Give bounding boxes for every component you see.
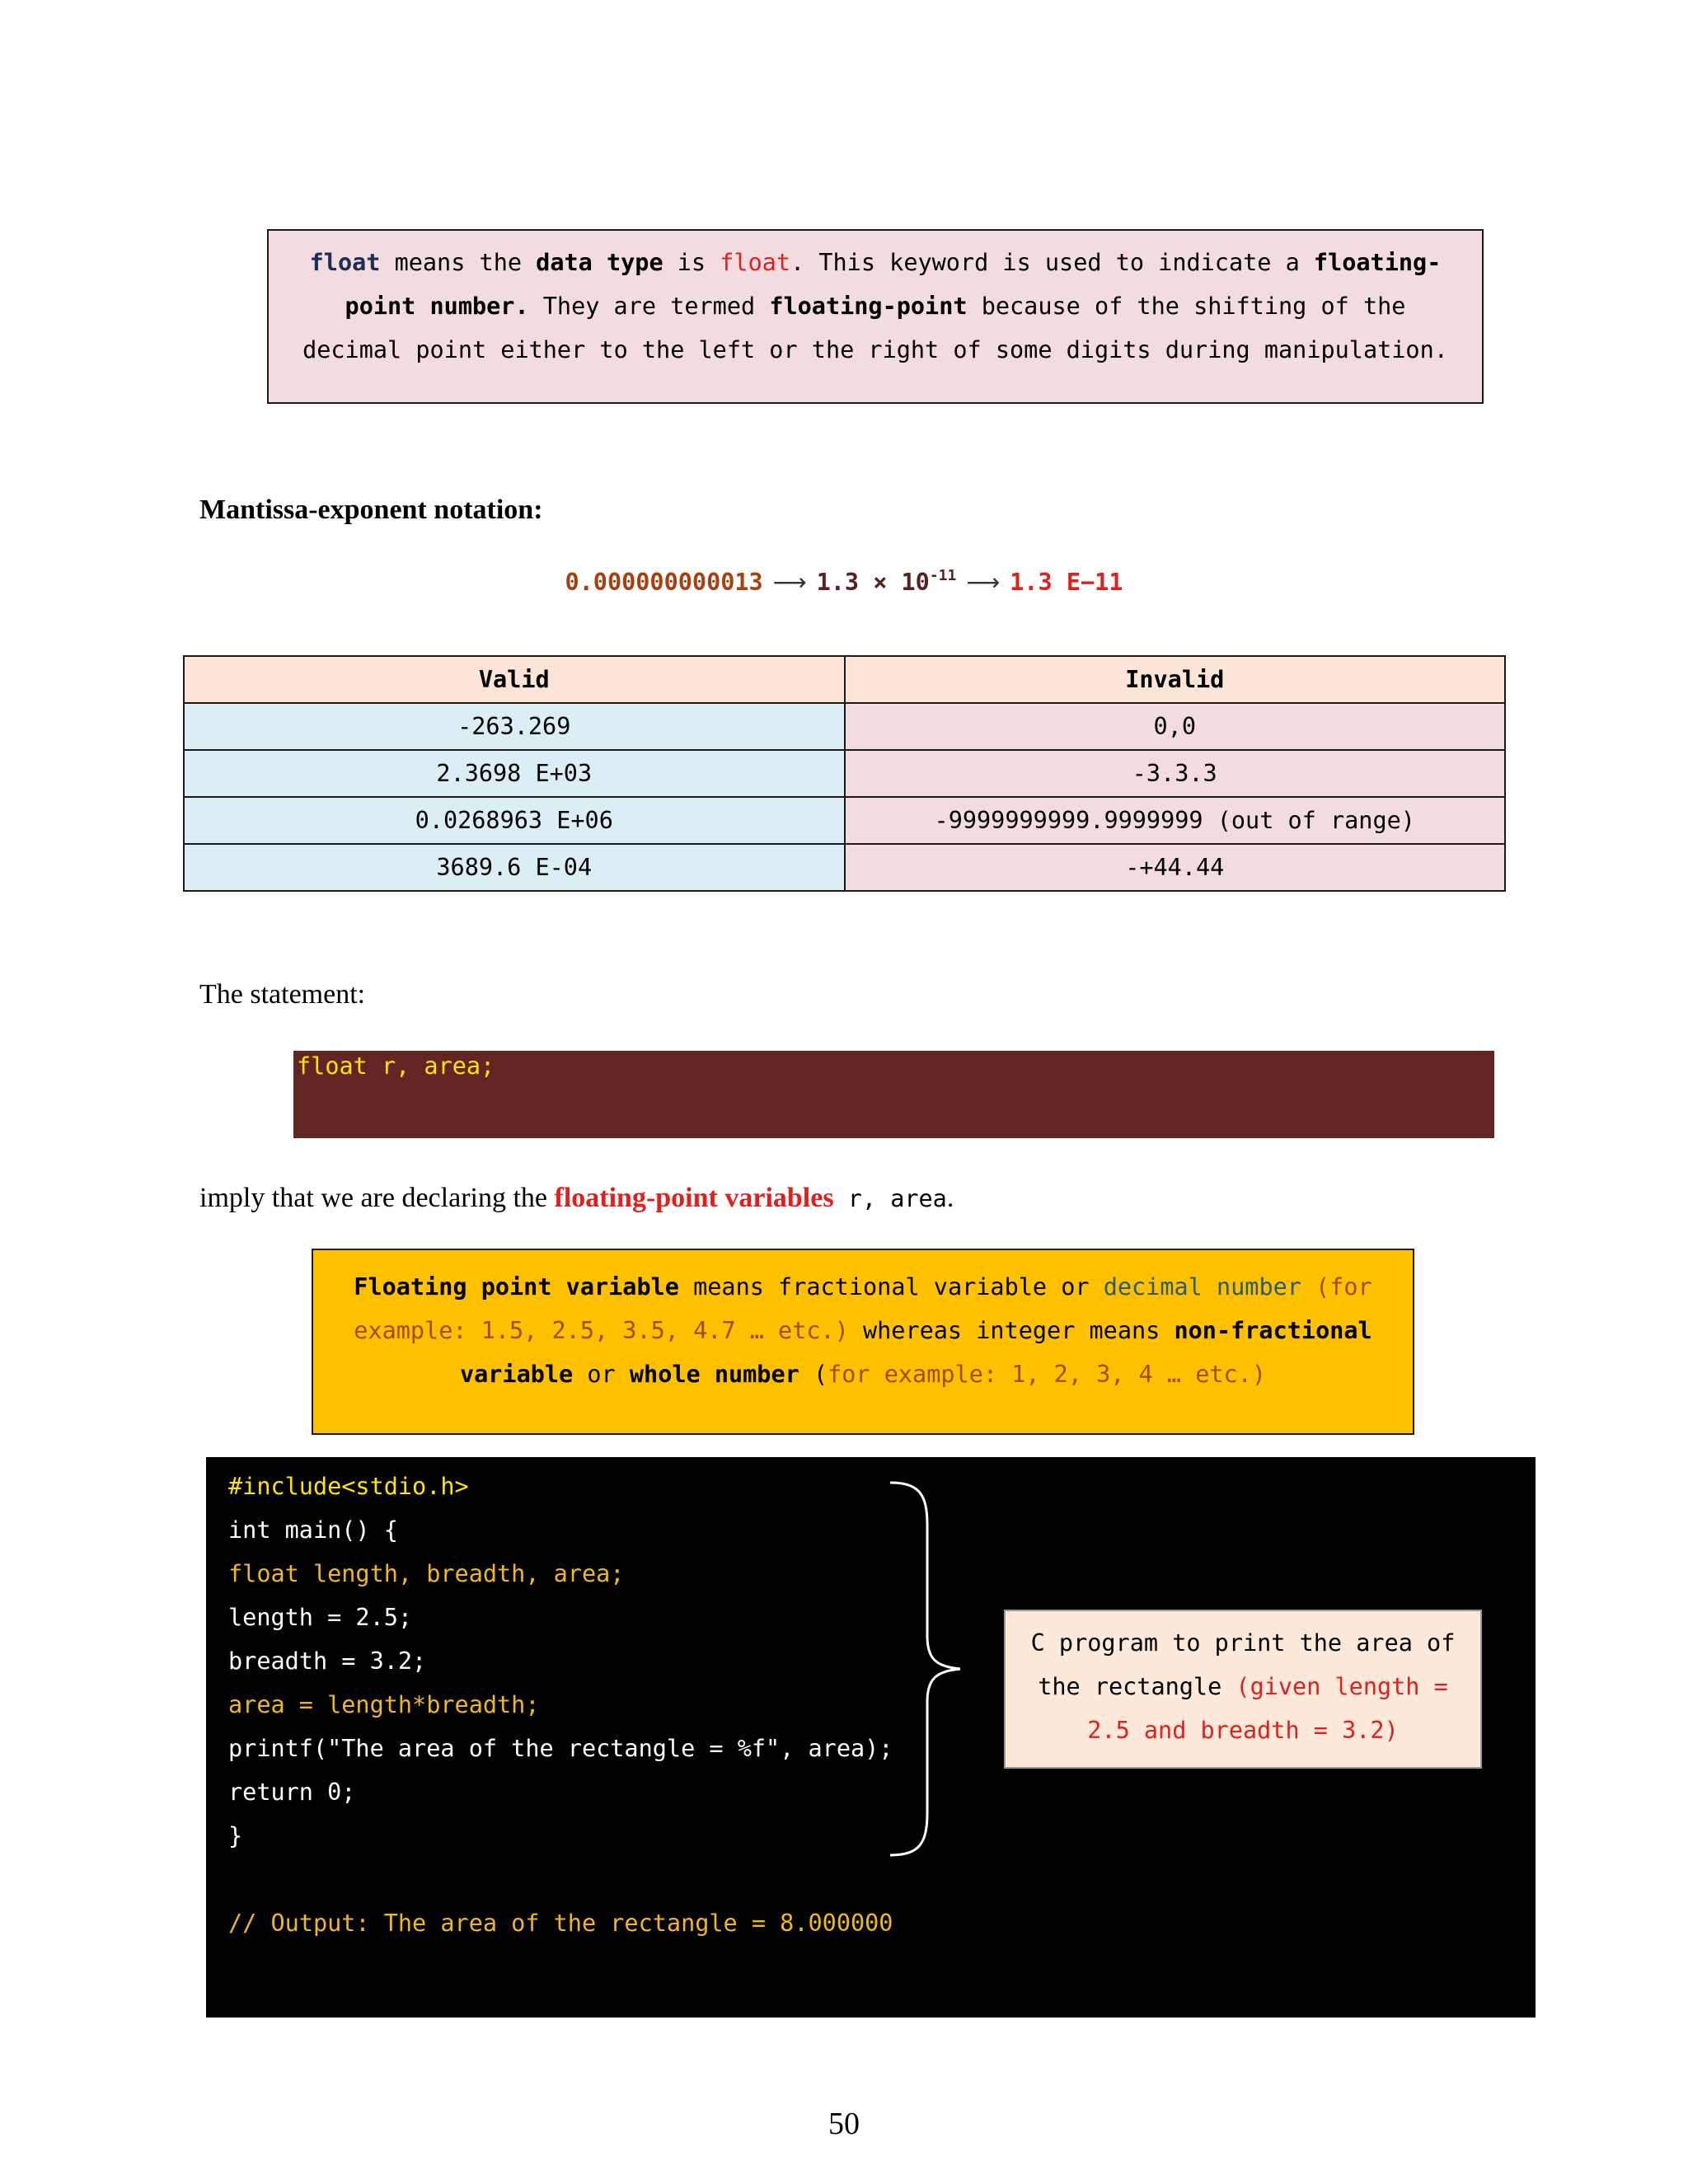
code-line: float length, breadth, area; bbox=[228, 1560, 625, 1587]
valid-cell: 0.0268963 E+06 bbox=[184, 797, 845, 844]
def-text-1: means the bbox=[380, 249, 537, 276]
var-text-8: whole number bbox=[629, 1361, 799, 1388]
validity-table bbox=[183, 655, 1506, 892]
arrow-icon: ⟶ bbox=[966, 569, 1001, 596]
float-definition-box bbox=[267, 229, 1484, 404]
note-text: C program to print the area of the rectangle bbox=[1030, 1629, 1456, 1700]
curly-brace-icon bbox=[886, 1479, 960, 1858]
invalid-cell: -3.3.3 bbox=[845, 750, 1506, 797]
code-line: int main() { bbox=[228, 1516, 398, 1544]
valid-cell: 2.3698 E+03 bbox=[184, 750, 845, 797]
arrow-icon: ⟶ bbox=[772, 569, 807, 596]
table-row bbox=[184, 750, 1505, 797]
statement-code: float r, area; bbox=[297, 1052, 495, 1080]
var-text-4: (for example: 1.5, 2.5, 3.5, 4.7 … etc.) bbox=[354, 1273, 1372, 1344]
program-description-note bbox=[1004, 1610, 1482, 1769]
var-text-3: decimal number bbox=[1103, 1273, 1301, 1301]
code-line: area = length*breadth; bbox=[228, 1691, 540, 1718]
def-number: number. bbox=[429, 293, 529, 320]
page-number: 50 bbox=[828, 2107, 860, 2141]
notation-scientific bbox=[817, 569, 957, 596]
keyword-float: float bbox=[309, 249, 381, 276]
invalid-cell: -9999999999.9999999 (out of range) bbox=[845, 797, 1506, 844]
code-line: #include<stdio.h> bbox=[228, 1473, 469, 1500]
def-float-red: float bbox=[720, 249, 791, 276]
def-data-type: data type bbox=[536, 249, 663, 276]
code-line: printf("The area of the rectangle = %f", area); bbox=[228, 1735, 893, 1762]
def-text-2: is bbox=[663, 249, 720, 276]
imply-text: imply that we are declaring the bbox=[199, 1183, 555, 1213]
def-floating-point: floating-point bbox=[345, 249, 1442, 320]
table-row bbox=[184, 844, 1505, 891]
code-line: return 0; bbox=[228, 1779, 356, 1806]
imply-end: . bbox=[946, 1183, 954, 1213]
notation-example bbox=[0, 567, 1688, 596]
notation-e-form: 1.3 E−11 bbox=[1010, 569, 1123, 596]
var-text-6: non-fractional variable bbox=[459, 1317, 1372, 1388]
notation-decimal: 0.000000000013 bbox=[565, 569, 763, 596]
valid-cell: 3689.6 E-04 bbox=[184, 844, 845, 891]
header-invalid: Invalid bbox=[845, 656, 1506, 703]
code-line: breadth = 3.2; bbox=[228, 1647, 427, 1675]
valid-cell: -263.269 bbox=[184, 703, 845, 750]
note-highlight: (given length = 2.5 and breadth = 3.2) bbox=[1087, 1673, 1448, 1744]
var-text-9: ( bbox=[799, 1361, 828, 1388]
output-comment: // Output: The area of the rectangle = 8.000000 bbox=[228, 1910, 893, 1937]
def-text-4: They are termed bbox=[528, 293, 770, 320]
code-line: } bbox=[228, 1822, 243, 1849]
var-text-7: or bbox=[573, 1361, 630, 1388]
imply-highlight: floating-point variables bbox=[554, 1183, 834, 1213]
imply-sentence bbox=[199, 1183, 954, 1214]
statement-label: The statement: bbox=[199, 979, 366, 1010]
table-row bbox=[184, 703, 1505, 750]
notation-heading: Mantissa-exponent notation: bbox=[199, 494, 543, 525]
notation-sci-base: 1.3 × 10 bbox=[816, 569, 930, 596]
var-text-5: whereas integer means bbox=[848, 1317, 1175, 1344]
variable-explanation-box bbox=[312, 1249, 1414, 1435]
code-line: length = 2.5; bbox=[228, 1604, 413, 1631]
var-text-2: means fractional variable or bbox=[678, 1273, 1104, 1301]
statement-code-block bbox=[293, 1051, 1494, 1138]
notation-sci-exp: -11 bbox=[929, 567, 957, 584]
def-floating-point-2: floating-point bbox=[769, 293, 968, 320]
invalid-cell: -+44.44 bbox=[845, 844, 1506, 891]
def-text-5: because of the shifting of the decimal point either to the left or the right of some digits during manipulation. bbox=[302, 293, 1448, 363]
var-text-10: for example: 1, 2, 3, 4 … etc.) bbox=[828, 1361, 1267, 1388]
def-text-3: . This keyword is used to indicate a bbox=[790, 249, 1314, 276]
imply-vars: r, area bbox=[833, 1185, 947, 1212]
invalid-cell: 0,0 bbox=[845, 703, 1506, 750]
table-header-row bbox=[184, 656, 1505, 703]
var-text-1: Floating point variable bbox=[354, 1273, 679, 1301]
table-row bbox=[184, 797, 1505, 844]
header-valid: Valid bbox=[184, 656, 845, 703]
